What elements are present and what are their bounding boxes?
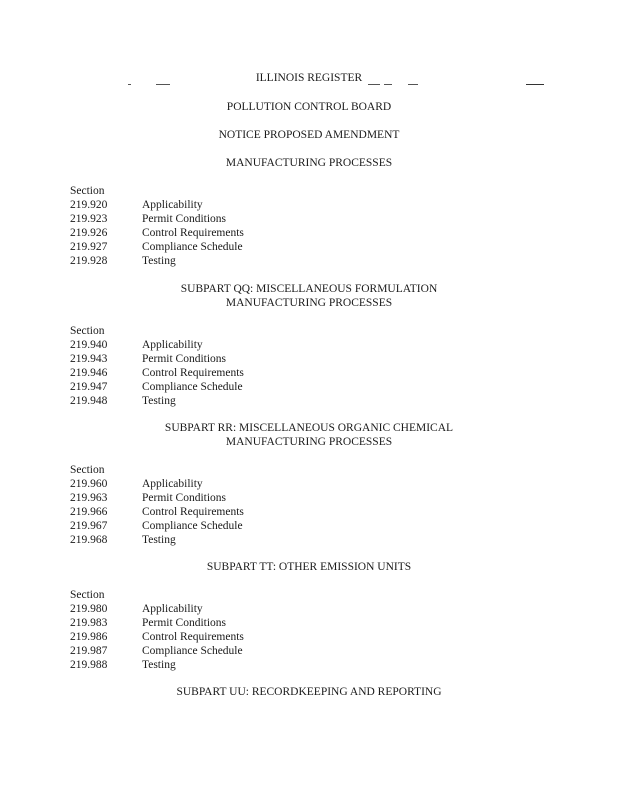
section-number: 219.980 [70, 603, 108, 615]
subpart-heading: SUBPART QQ: MISCELLANEOUS FORMULATION [180, 283, 438, 295]
list-item [70, 477, 400, 491]
section-title: Control Requirements [142, 506, 244, 518]
section-number: 219.923 [70, 213, 108, 225]
list-item [70, 198, 400, 212]
section-label: Section [70, 464, 105, 476]
section-title: Compliance Schedule [142, 241, 243, 253]
agency-title: POLLUTION CONTROL BOARD [226, 101, 392, 113]
section-title: Applicability [142, 478, 203, 490]
section-title: Permit Conditions [142, 492, 227, 504]
subpart-heading: SUBPART TT: OTHER EMISSION UNITS [206, 561, 412, 573]
section-number: 219.928 [70, 255, 108, 267]
section-label: Section [70, 325, 105, 337]
section-number: 219.926 [70, 227, 108, 239]
section-number: 219.947 [70, 381, 108, 393]
section-title: Applicability [142, 339, 203, 351]
section-number: 219.960 [70, 478, 108, 490]
subpart-heading-line-2: MANUFACTURING PROCESSES [225, 436, 393, 448]
block-heading: MANUFACTURING PROCESSES [225, 157, 393, 169]
section-number: 219.966 [70, 506, 108, 518]
list-item [70, 616, 400, 630]
register-title: ILLINOIS REGISTER [255, 72, 363, 84]
section-list [70, 588, 400, 672]
section-title: Control Requirements [142, 631, 244, 643]
section-title: Testing [142, 534, 176, 546]
section-title: Testing [142, 659, 176, 671]
list-item [70, 644, 400, 658]
section-list [70, 184, 400, 268]
section-title: Testing [142, 395, 176, 407]
section-title: Control Requirements [142, 227, 244, 239]
section-number: 219.943 [70, 353, 108, 365]
list-item [70, 240, 400, 254]
list-item [70, 394, 400, 408]
section-number: 219.920 [70, 199, 108, 211]
section-number: 219.987 [70, 645, 108, 657]
section-title: Compliance Schedule [142, 645, 243, 657]
section-label: Section [70, 185, 105, 197]
section-title: Applicability [142, 603, 203, 615]
section-title: Permit Conditions [142, 353, 227, 365]
section-number: 219.963 [70, 492, 108, 504]
list-item [70, 630, 400, 644]
section-label: Section [70, 589, 105, 601]
section-number: 219.940 [70, 339, 108, 351]
list-item [70, 658, 400, 672]
list-item [70, 505, 400, 519]
section-list [70, 324, 400, 408]
list-item [70, 533, 400, 547]
list-item [70, 491, 400, 505]
list-item [70, 226, 400, 240]
section-title: Permit Conditions [142, 213, 227, 225]
section-title: Applicability [142, 199, 203, 211]
subpart-heading-line-2: MANUFACTURING PROCESSES [225, 297, 393, 309]
list-item [70, 338, 400, 352]
section-title: Compliance Schedule [142, 381, 243, 393]
list-item [70, 366, 400, 380]
section-number: 219.968 [70, 534, 108, 546]
notice-title: NOTICE PROPOSED AMENDMENT [218, 129, 400, 141]
list-item [70, 212, 400, 226]
list-item [70, 602, 400, 616]
section-title: Control Requirements [142, 367, 244, 379]
list-item [70, 380, 400, 394]
section-number: 219.927 [70, 241, 108, 253]
section-title: Permit Conditions [142, 617, 227, 629]
section-number: 219.946 [70, 367, 108, 379]
section-number: 219.983 [70, 617, 108, 629]
subpart-heading: SUBPART UU: RECORDKEEPING AND REPORTING [176, 686, 442, 698]
section-number: 219.986 [70, 631, 108, 643]
section-number: 219.948 [70, 395, 108, 407]
subpart-heading: SUBPART RR: MISCELLANEOUS ORGANIC CHEMICAL [164, 422, 454, 434]
section-number: 219.988 [70, 659, 108, 671]
list-item [70, 254, 400, 268]
list-item [70, 519, 400, 533]
list-item [70, 352, 400, 366]
section-title: Compliance Schedule [142, 520, 243, 532]
section-list [70, 463, 400, 547]
section-number: 219.967 [70, 520, 108, 532]
section-title: Testing [142, 255, 176, 267]
